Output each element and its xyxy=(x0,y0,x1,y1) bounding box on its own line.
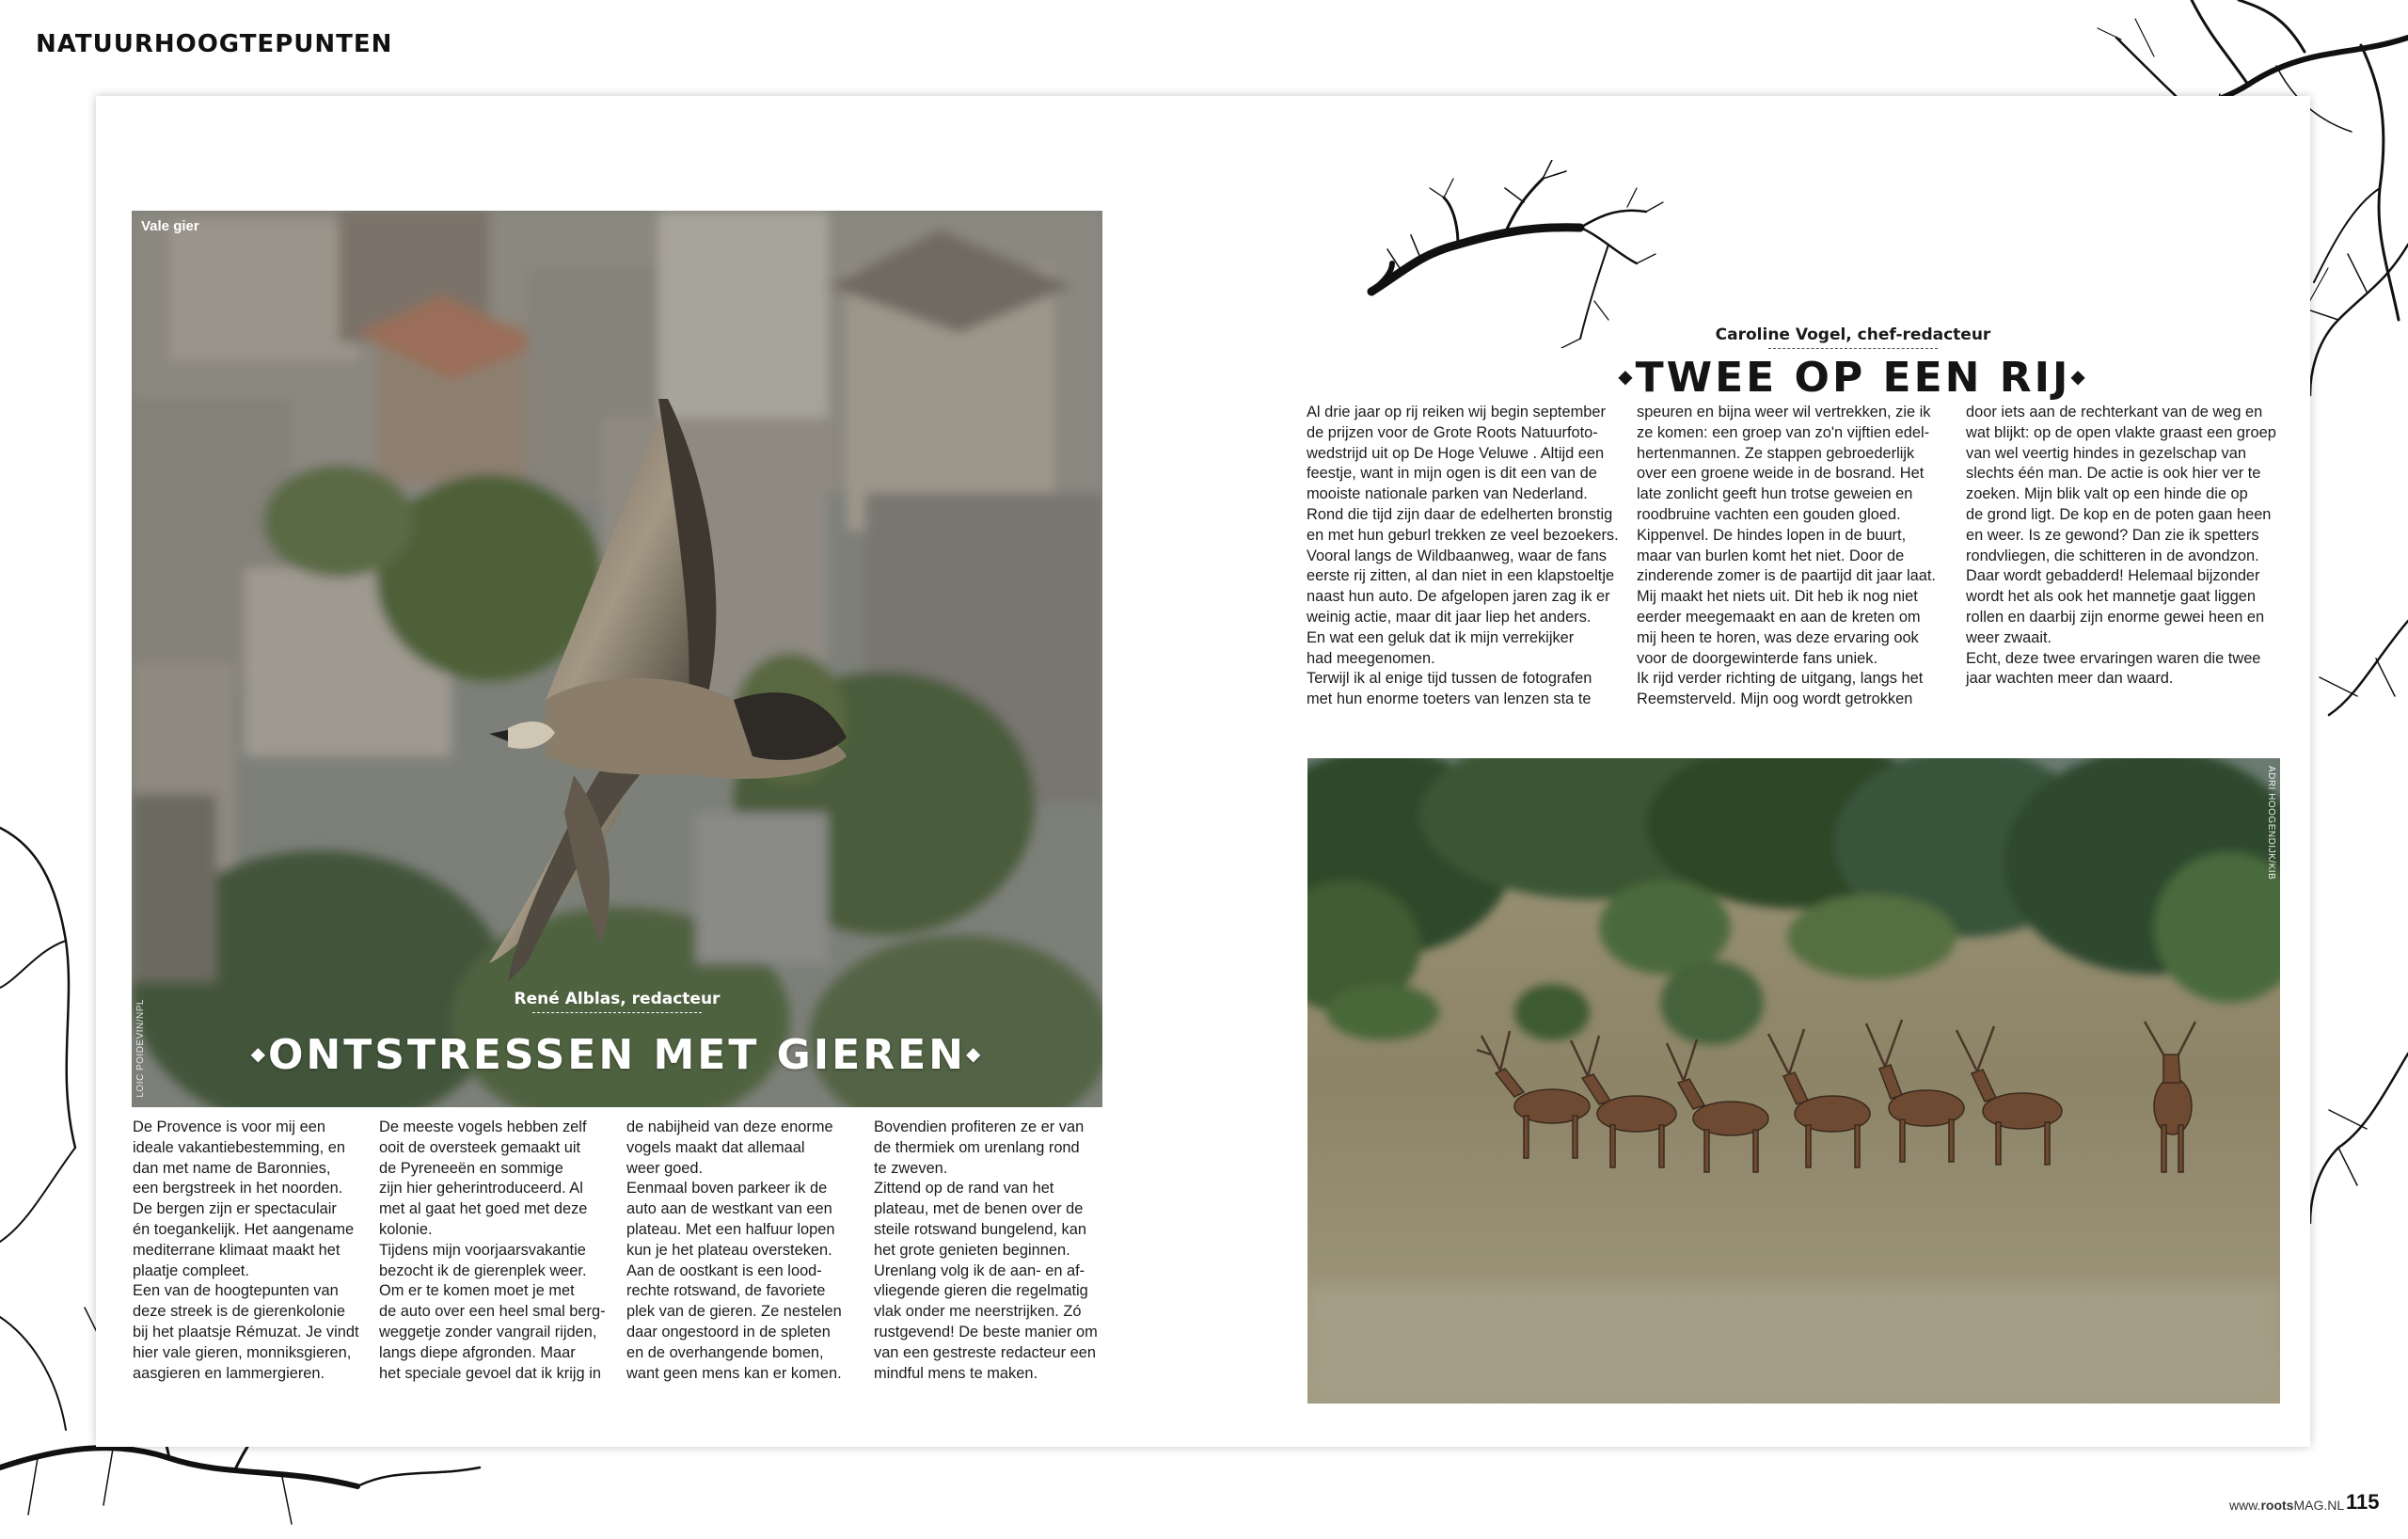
left-story-column-4: Bovendien profiteren ze er van de thermiek om urenlang rond te zweven. Zittend op de rand van het plateau, met de benen over de steile rotswand bungelend, kan het grote genieten beginnen. Urenlang volg ik de aan- en af- vliegende gieren die regelmatig vlak onder me neerstrijken. Zó rustgevend! De beste manier om van een gestreste redacteur een mindful mens te maken. xyxy=(874,1119,1098,1382)
left-story-author-text: René Alblas, redacteur xyxy=(514,990,721,1008)
author-divider xyxy=(1768,348,1938,349)
section-label: NATUURHOOGTEPUNTEN xyxy=(36,30,393,58)
left-story-column-3: de nabijheid van deze enorme vogels maakt dat allemaal weer goed. Eenmaal boven parkeer ik de auto aan de westkant van een plateau. Met een halfuur lopen kun je het plateau oversteken. Aan de oostkant is een lood- rechte rotswand, de favoriete plek van de gieren. Ze nestelen daar ongestoord in de spleten en de overhangende bomen, want geen mens kan er komen. xyxy=(626,1119,842,1382)
photo-credit: ADRI HOOGENDIJK/KIB xyxy=(2266,766,2276,881)
diamond-ornament-icon: ◆ xyxy=(1618,365,1636,388)
right-story-author-text: Caroline Vogel, chef-redacteur xyxy=(1715,325,1991,344)
left-story-column-2: De meeste vogels hebben zelf ooit de oversteek gemaakt uit de Pyreneeën en sommige zijn hier geherintroduceerd. Al met al gaat het goed met deze kolonie. Tijdens mijn voorjaarsvakantie bezocht ik de gierenplek weer. Om er te komen moet je met de auto over een heel smal berg- weggetje zonder vangrail rijden, langs diepe afgronden. Maar het speciale gevoel dat ik krijg in xyxy=(379,1119,606,1382)
diamond-ornament-icon: ◆ xyxy=(2070,365,2088,388)
page-number: 115 xyxy=(2346,1490,2380,1514)
photo-caption: Vale gier xyxy=(141,218,199,234)
right-story-column-1: Al drie jaar op rij reiken wij begin september de prijzen voor de Grote Roots Natuurfoto- wedstrijd uit op De Hoge Veluwe . Altijd een feestje, want in mijn ogen is dit een van de mooiste nationale parken van Nederland. Rond die tijd zijn daar de edelherten bronstig en met hun geburl trekken ze veel bezoekers. Vooral langs de Wildbaanweg, waar de fans eerste rij zitten, al dan niet in een klapstoeltje naast hun auto. De afgelopen jaren zag ik er weinig actie, maar dit jaar liep het anders. En wat een geluk dat ik mijn verrekijker had meegenomen. Terwijl ik al enige tijd tussen de fotografen met hun enorme toeters van lenzen sta te xyxy=(1307,404,1619,708)
vulture-photo xyxy=(132,211,1102,1107)
left-story-author xyxy=(132,990,1102,1013)
footer-site-brand: roots xyxy=(2260,1498,2294,1513)
left-story-title xyxy=(132,1031,1102,1079)
right-story-column-2: speuren en bijna weer wil vertrekken, zie ik ze komen: een groep van zo'n vijftien edel- hertenmannen. Ze stappen gebroederlijk over een groene weide in de bosrand. Het late zonlicht geeft hun trotse geweien en roodbruine vachten een gouden gloed. Kippenvel. De hindes lopen in de buurt, maar van burlen komt het niet. Door de zinderende zomer is de paartijd dit jaar laat. Mij maakt het niets uit. Dit heb ik nog niet eerder meegemaakt en aan de kreten om mij heen te horen, was deze ervaring ook voor de doorgewinterde fans uniek. Ik rijd verder richting de uitgang, langs het Reemsterveld. Mijn oog wordt getrokken xyxy=(1637,404,1936,708)
right-story-column-3: door iets aan de rechterkant van de weg en wat blijkt: op de open vlakte graast een groep van wel veertig hindes in gezelschap van slechts één man. De actie is ook hier ver te zoeken. Mijn blik valt op een hinde die op de grond ligt. De kop en de poten gaan heen en weer. Is ze gewond? Dan zie ik spetters rondvliegen, die schitteren in de avondzon. Daar wordt gebadderd! Helemaal bijzonder wordt het als ook het mannetje gaat liggen rollen en daarbij zijn enorme gewei heen en weer zwaait. Echt, deze twee ervaringen waren die twee jaar wachten meer dan waard. xyxy=(1966,404,2276,688)
vulture-photo-illustration xyxy=(132,211,1102,1107)
branch-right-margin-decoration xyxy=(2310,132,2408,1449)
photo-credit: LOIC POIDEVIN/NPL xyxy=(135,999,146,1098)
right-story-title xyxy=(1552,354,2154,402)
left-story-title-text: ONTSTRESSEN MET GIEREN xyxy=(268,1031,966,1079)
branch-header-illustration xyxy=(1364,160,1665,348)
footer-site-suffix: MAG.NL xyxy=(2293,1498,2345,1513)
left-story-column-1: De Provence is voor mij een ideale vakantiebestemming, en dan met name de Baronnies, een bergstreek in het noorden. De bergen zijn er spectaculair én toegankelijk. Het aangename mediterrane klimaat maakt het plaatje compleet. Een van de hoogtepunten van deze streek is de gierenkolonie bij het plaatsje Rémuzat. Je vindt hier vale gieren, monniksgieren, aasgieren en lammergieren. xyxy=(133,1119,359,1382)
author-divider xyxy=(532,1012,702,1013)
right-story-author xyxy=(1552,325,2154,349)
footer-site-prefix: www. xyxy=(2229,1498,2261,1513)
footer-website xyxy=(2229,1498,2344,1513)
diamond-ornament-icon: ◆ xyxy=(965,1042,984,1065)
right-story-title-text: TWEE OP EEN RIJ xyxy=(1635,354,2071,402)
deer-photo-illustration xyxy=(1307,758,2280,1404)
deer-photo xyxy=(1307,758,2280,1404)
diamond-ornament-icon: ◆ xyxy=(250,1042,269,1065)
